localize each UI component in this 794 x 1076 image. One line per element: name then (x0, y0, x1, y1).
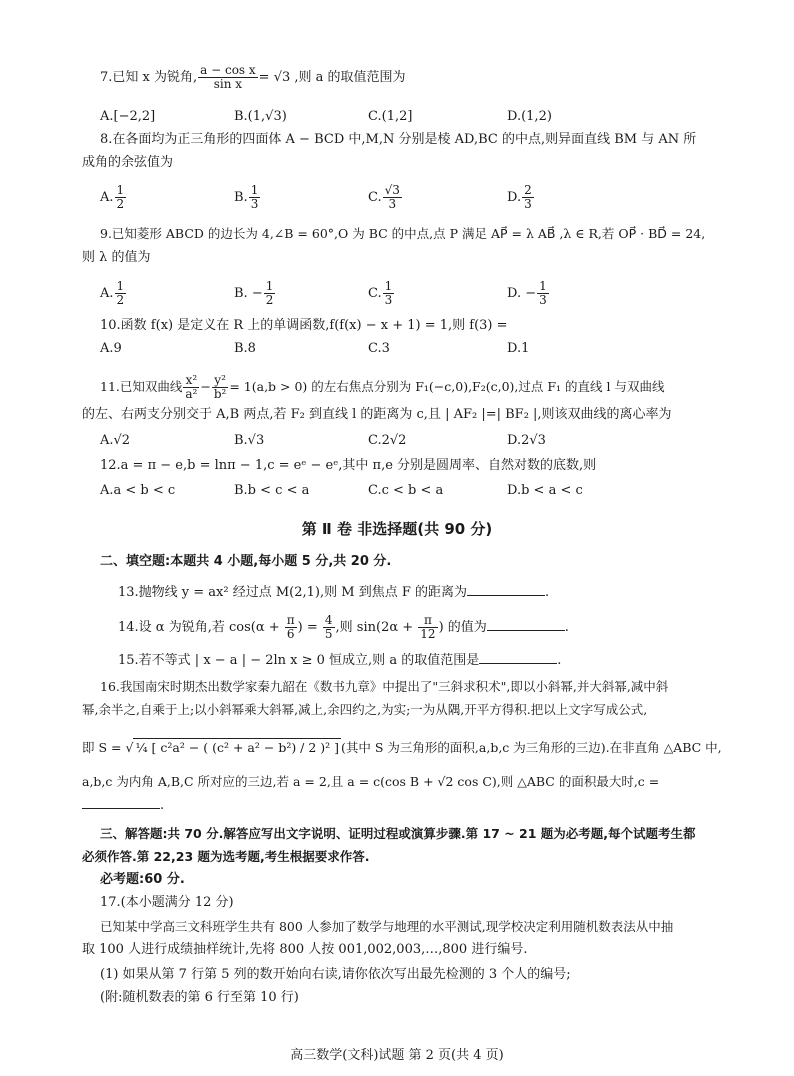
q8-c-num: √3 (384, 183, 400, 197)
part2-header: 二、填空题:本题共 4 小题,每小题 5 分,共 20 分. (100, 554, 392, 569)
q12-option-b: B.b < c < a (234, 483, 310, 498)
q11-option-a: A.√2 (100, 433, 131, 448)
q14-pi-den: 6 (286, 627, 295, 641)
q9-line2: 则 λ 的值为 (82, 250, 151, 265)
q16-formula-pre: 即 S = (82, 740, 126, 755)
q7-option-d: D.(1,2) (507, 109, 552, 124)
q11-f2-num: y² (212, 374, 229, 388)
q16-answer-blank[interactable] (82, 796, 160, 809)
part3-header-1: 三、解答题:共 70 分.解答应写出文字说明、证明过程或演算步骤.第 17 ~ 21 题为必考题,每个试题考生都 (100, 826, 696, 841)
q16-line1: 16.我国南宋时期杰出数学家秦九韶在《数书九章》中提出了"三斜求积术",即以小斜幂,并大斜幂,减中斜 (100, 679, 669, 694)
q9-option-c (368, 280, 395, 307)
q11-line2: 的左、右两支分别交于 A,B 两点,若 F₂ 到直线 l 的距离为 c,且 | AF₂ |=| BF₂ |,则该双曲线的离心率为 (82, 407, 672, 422)
q9-line1: 9.已知菱形 ABCD 的边长为 4,∠B = 60°,O 为 BC 的中点,点 P 满足 AP⃗ = λ AB⃗ ,λ ∈ R,若 OP⃗ · BD⃗ = 24, (100, 226, 706, 241)
q8-option-b (234, 184, 261, 211)
q8-line1: 8.在各面均为正三角形的四面体 A − BCD 中,M,N 分别是棱 AD,BC 的中点,则异面直线 BM 与 AN 所 (100, 132, 697, 147)
q15-end: . (557, 653, 562, 668)
q13-text: 13.抛物线 y = ax² 经过点 M(2,1),则 M 到焦点 F 的距离为 (118, 585, 467, 600)
q8-b-num: 1 (250, 183, 259, 197)
q8-d-num: 2 (524, 183, 532, 197)
q9-b-num: 1 (265, 279, 274, 293)
q15-text: 15.若不等式 | x − a | − 2ln x ≥ 0 恒成立,则 a 的取值范围是 (118, 653, 480, 668)
q9-c-letter: C. (368, 286, 382, 301)
q8-b-den: 3 (250, 197, 259, 211)
q14 (118, 614, 569, 641)
q8-a-num: 1 (116, 183, 125, 197)
required-header: 必考题:60 分. (100, 872, 185, 887)
q9-a-den: 2 (116, 293, 125, 307)
q8-c-den: 3 (388, 197, 397, 211)
q17-title: 17.(本小题满分 12 分) (100, 895, 234, 910)
q9-d-num: 1 (539, 279, 547, 293)
q9-b-den: 2 (265, 293, 274, 307)
q16-formula-body: ¼ [ c²a² − ( (c² + a² − b²) / 2 )² ] (135, 740, 340, 755)
q14-mid2: ,则 sin(2α + (335, 620, 418, 635)
q8-option-d (507, 184, 535, 211)
q17-line3: (1) 如果从第 7 行第 5 列的数开始向右读,请你依次写出最先检测的 3 个人的编号; (100, 967, 571, 982)
q16-line4: a,b,c 为内角 A,B,C 所对应的三边,若 a = 2,且 a = c(cos B + √2 cos C),则 △ABC 的面积最大时,c = (82, 774, 660, 789)
q10-option-a: A.9 (100, 341, 122, 356)
page-footer: 高三数学(文科)试题 第 2 页(共 4 页) (290, 1048, 504, 1063)
q14-answer-blank[interactable] (487, 618, 565, 631)
q7-frac-num: a − cos x (200, 63, 256, 77)
q13-answer-blank[interactable] (467, 583, 545, 596)
q9-option-a (100, 280, 127, 307)
part3-header-2: 必须作答.第 22,23 题为选考题,考生根据要求作答. (82, 849, 370, 864)
q14-pi2-num: π (418, 614, 437, 628)
q12-line1: 12.a = π − e,b = lnπ − 1,c = eᵉ − eᵉ,其中 π,e 分别是圆周率、自然对数的底数,则 (100, 458, 597, 473)
q11-post: = 1(a,b > 0) 的左右焦点分别为 F₁(−c,0),F₂(c,0),过点 F₁ 的直线 l 与双曲线 (229, 379, 665, 394)
q14-pre: 14.设 α 为锐角,若 cos(α + (118, 620, 284, 635)
q8-a-den: 2 (116, 197, 125, 211)
q16-formula-line (82, 738, 722, 757)
q9-a-num: 1 (116, 279, 125, 293)
q9-d-letter: D. (507, 286, 522, 301)
q15 (118, 651, 561, 670)
q13-end: . (545, 585, 550, 600)
q10-line1: 10.函数 f(x) 是定义在 R 上的单调函数,f(f(x) − x + 1) = 1,则 f(3) = (100, 318, 508, 333)
q17-line4: (附:随机数表的第 6 行至第 10 行) (100, 990, 299, 1005)
q17-line2: 取 100 人进行成绩抽样统计,先将 800 人按 001,002,003,…,800 进行编号. (82, 942, 528, 957)
q9-option-d (507, 280, 550, 307)
q8-c-letter: C. (368, 190, 382, 205)
q11-option-d: D.2√3 (507, 433, 546, 448)
q14-end: . (564, 620, 569, 635)
q9-option-b (234, 280, 276, 307)
q9-c-den: 3 (384, 293, 393, 307)
q13 (118, 583, 549, 602)
q12-option-d: D.b < a < c (507, 483, 583, 498)
q8-d-letter: D. (507, 190, 522, 205)
q14-post: ) 的值为 (438, 620, 487, 635)
q16-end: . (160, 798, 165, 813)
q11-line1 (100, 374, 664, 401)
q9-d-sign: − (525, 286, 537, 301)
q16-formula-post: (其中 S 为三角形的面积,a,b,c 为三角形的三边).在非直角 △ABC 中, (341, 740, 722, 755)
q7-stem-text-2: = √3 ,则 a 的取值范围为 (258, 70, 406, 85)
q8-b-letter: B. (234, 190, 248, 205)
q10-option-c: C.3 (368, 341, 390, 356)
q14-mid: ) = (297, 620, 322, 635)
q7-stem-text: 7.已知 x 为锐角, (100, 70, 198, 85)
q12-option-a: A.a < b < c (100, 483, 176, 498)
q14-v-den: 5 (324, 627, 333, 641)
q11-pre: 11.已知双曲线 (100, 379, 183, 394)
q9-b-sign: − (251, 286, 263, 301)
q12-option-c: C.c < b < a (368, 483, 444, 498)
q8-option-a (100, 184, 127, 211)
q16-line2: 幂,余半之,自乘于上;以小斜幂乘大斜幂,减上,余四约之,为实;一为从隅,开平方得积.把以上文字写成公式, (82, 702, 648, 717)
q7-stem (100, 64, 406, 91)
section2-title: 第 Ⅱ 卷 非选择题(共 90 分) (301, 520, 493, 538)
q9-d-den: 3 (539, 293, 547, 307)
q11-option-c: C.2√2 (368, 433, 407, 448)
q11-f1-num: x² (183, 374, 199, 388)
q7-frac-den: sin x (213, 77, 243, 91)
q9-a-letter: A. (100, 286, 114, 301)
q14-v-num: 4 (324, 613, 333, 627)
q7-option-c: C.(1,2] (368, 109, 413, 124)
q9-b-letter: B. (234, 286, 248, 301)
q7-option-a: A.[−2,2] (100, 109, 156, 124)
q11-minus: − (200, 379, 211, 394)
q7-option-b: B.(1,√3) (234, 109, 287, 124)
sqrt-icon: √ (125, 740, 134, 755)
q10-option-b: B.8 (234, 341, 256, 356)
q10-option-d: D.1 (507, 341, 530, 356)
q11-f1-den: a² (185, 387, 198, 401)
q14-pi-num: π (286, 613, 295, 627)
q8-option-c (368, 184, 403, 211)
q16-answer (82, 796, 164, 815)
q11-f2-den: b² (213, 387, 227, 401)
q14-pi2-den: 12 (420, 627, 436, 641)
q8-line2: 成角的余弦值为 (82, 155, 174, 170)
q9-c-num: 1 (384, 279, 393, 293)
q17-line1: 已知某中学高三文科班学生共有 800 人参加了数学与地理的水平测试,现学校决定利用随机数表法从中抽 (100, 919, 674, 934)
q15-answer-blank[interactable] (479, 651, 557, 664)
q8-a-letter: A. (100, 190, 114, 205)
q8-d-den: 3 (524, 197, 532, 211)
q11-option-b: B.√3 (234, 433, 265, 448)
q7-fraction (198, 64, 258, 91)
